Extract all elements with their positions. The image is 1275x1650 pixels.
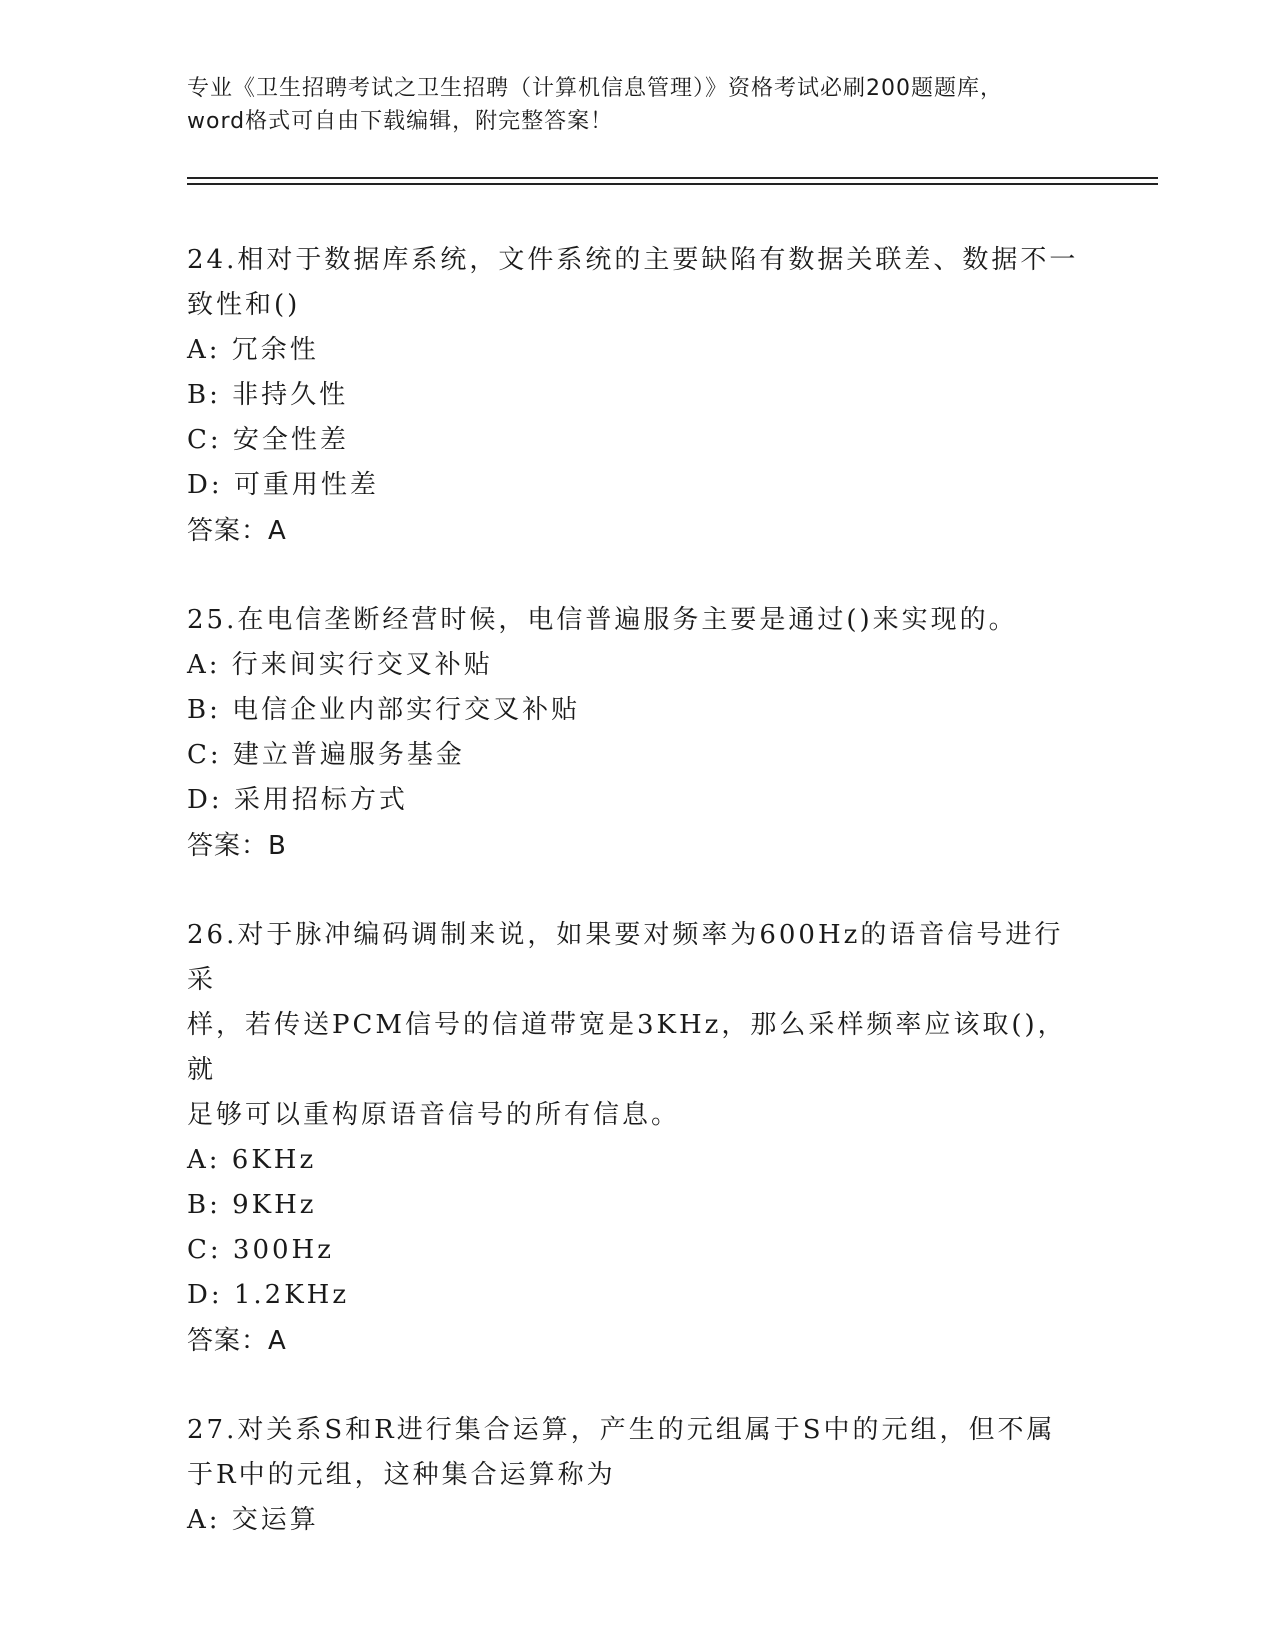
option-b: B: 9KHz — [187, 1190, 317, 1220]
question-stem-line: 足够可以重构原语音信号的所有信息。 — [187, 1100, 681, 1130]
question-stem-line: 样，若传送PCM信号的信道带宽是3KHz，那么采样频率应该取()，就 — [187, 1010, 1067, 1085]
question-25 — [187, 598, 1087, 869]
question-26 — [187, 913, 1087, 1364]
header-subtitle-line: word格式可自由下载编辑，附完整答案！ — [187, 109, 614, 134]
header-divider-bottom — [187, 183, 1158, 185]
option-d: D: 可重用性差 — [187, 470, 379, 500]
option-a: A: 行来间实行交叉补贴 — [187, 650, 493, 680]
option-d: D: 采用招标方式 — [187, 785, 408, 815]
option-a: A: 交运算 — [187, 1505, 319, 1535]
option-a: A: 6KHz — [187, 1145, 317, 1175]
question-stem-line: 24.相对于数据库系统，文件系统的主要缺陷有数据关联差、数据不一 — [187, 245, 1079, 275]
option-c: C: 300Hz — [187, 1235, 334, 1265]
question-27 — [187, 1408, 1087, 1543]
option-a: A: 冗余性 — [187, 335, 319, 365]
question-stem — [187, 1408, 1087, 1498]
option-d: D: 1.2KHz — [187, 1280, 350, 1310]
document-header — [187, 72, 1087, 138]
question-stem-line: 于R中的元组，这种集合运算称为 — [187, 1460, 616, 1490]
answer-line: 答案：A — [187, 516, 287, 546]
question-list — [187, 238, 1087, 1587]
question-stem-line: 致性和() — [187, 290, 301, 320]
question-stem-line: 27.对关系S和R进行集合运算，产生的元组属于S中的元组，但不属 — [187, 1415, 1056, 1445]
option-c: C: 建立普遍服务基金 — [187, 740, 465, 770]
header-title-line: 专业《卫生招聘考试之卫生招聘（计算机信息管理）》资格考试必刷200题题库， — [187, 76, 1003, 101]
question-stem — [187, 598, 1087, 643]
header-divider-top — [187, 177, 1158, 179]
answer-line: 答案：B — [187, 831, 287, 861]
question-24 — [187, 238, 1087, 554]
option-c: C: 安全性差 — [187, 425, 349, 455]
question-stem-line: 25.在电信垄断经营时候，电信普遍服务主要是通过()来实现的。 — [187, 605, 1018, 635]
option-b: B: 电信企业内部实行交叉补贴 — [187, 695, 581, 725]
option-b: B: 非持久性 — [187, 380, 349, 410]
question-stem-line: 26.对于脉冲编码调制来说，如果要对频率为600Hz的语音信号进行采 — [187, 920, 1064, 995]
question-stem — [187, 238, 1087, 328]
question-stem — [187, 913, 1087, 1138]
answer-line: 答案：A — [187, 1326, 287, 1356]
